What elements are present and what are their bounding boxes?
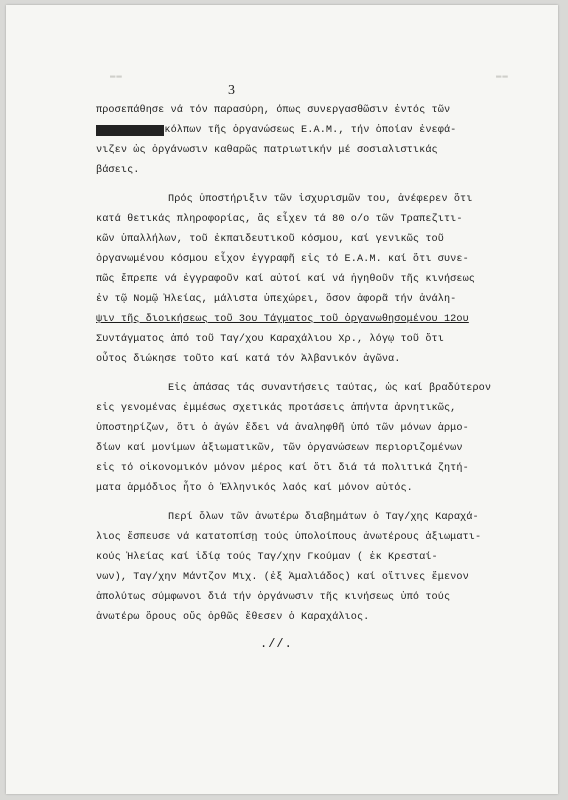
text-line: ἀπολύτως σύμφωνοι διά τήν ὀργάνωσιν τῆς κινήσεως ὑπό τούς: [96, 592, 451, 603]
text-line: οὗτος διώκησε τοῦτο καί κατά τόν Ἀλβανικόν ἀγῶνα.: [96, 354, 401, 365]
text-line-content: κόλπων τῆς ὀργανώσεως Ε.Α.Μ., τήν ὁποίαν ἐνεφά-: [164, 125, 457, 136]
text-line: κατά θετικάς πληροφορίας, ἅς εἶχεν τά 80 ο/ο τῶν Τραπεζιτι-: [96, 214, 463, 225]
text-line: ὑποστηρίζων, ὅτι ὁ ἀγών ἔδει νά ἀναληφθῆ ὑπό τῶν μόνων ἁρμο-: [96, 423, 469, 434]
scan-artifact-right: ▬▬: [496, 71, 509, 81]
document-page: [6, 5, 558, 794]
text-line: λιος ἔσπευσε νά κατατοπίσῃ τούς ὑπολοίπους ἀνωτέρους ἀξιωματι-: [96, 532, 482, 543]
text-line-underlined: ψιν τῆς διοικήσεως τοῦ 3ου Τάγματος τοῦ ὀργανωθησομένου 12ου: [96, 314, 469, 325]
text-line: κῶν ὑπαλλήλων, τοῦ ἐκπαιδευτικοῦ κόσμου, καί γενικῶς τοῦ: [96, 234, 444, 245]
text-line: ὀργανωμένου κόσμου εἶχον ἐγγραφῆ εἰς τό Ε.Α.Μ. καί ὅτι συνε-: [96, 254, 469, 265]
text-line: ▬▬▬▬▬▬▬▬▬▬ κόλπων τῆς ὀργανώσεως Ε.Α.Μ., τήν ὁποίαν ἐνεφά-: [96, 125, 457, 136]
text-line: ἀνωτέρω ὅρους οὕς ὀρθῶς ἔθεσεν ὁ Καραχάλιος.: [96, 612, 370, 623]
text-line: νιζεν ὡς ὀργάνωσιν καθαρῶς πατριωτικήν μέ σοσιαλιστικάς: [96, 145, 438, 156]
text-line: Συντάγματος ἀπό τοῦ Ταγ/χου Καραχάλιου Χρ., λόγῳ τοῦ ὅτι: [96, 334, 444, 345]
text-line: ἐν τῷ Νομῷ Ἠλείας, μάλιστα ὑπεχώρει, ὅσον ἀφορᾶ τήν ἀνάλη-: [96, 294, 457, 305]
text-line: προσεπάθησε νά τόν παρασύρη, όπως συνεργασθῶσιν ἐντός τῶν: [96, 105, 451, 116]
text-line: κούς Ἠλείας καί ἰδίᾳ τούς Ταγ/χην Γκούμαν ( ἐκ Κρεσταί-: [96, 552, 438, 563]
text-line: πῶς ἔπρεπε νά ἐγγραφοῦν καί αὐτοί καί νά ἡγηθοῦν τῆς κινήσεως: [96, 274, 476, 285]
text-line: βάσεις.: [96, 165, 140, 176]
text-line: εἰς γενομένας ἐμμέσως σχετικάς προτάσεις ἀπήντα ἀρνητικῶς,: [96, 403, 457, 414]
scan-artifact-left: ▬▬: [110, 71, 123, 81]
text-line: ματα ἁρμόδιος ἦτο ὁ Ἑλληνικός λαός καί μόνον αὐτός.: [96, 483, 413, 494]
text-line: νων), Ταγ/χην Μάντζον Μιχ. (ἐξ Ἀμαλιάδος) καί οἵτινες ἔμενον: [96, 572, 469, 583]
text-line: εἰς τό οἰκονομικόν μόνον μέρος καί ὅτι διά τά πολιτικά ζητή-: [96, 463, 469, 474]
text-line: Περί ὅλων τῶν ἀνωτέρω διαβημάτων ὁ Ταγ/χης Καραχά-: [168, 512, 479, 523]
text-line: δίων καί μονίμων ἀξιωματικῶν, τῶν ὀργανώσεων περιοριζομένων: [96, 443, 463, 454]
closing-mark: .//.: [260, 637, 293, 651]
page-number: 3: [228, 83, 235, 98]
text-line: Πρός ὑποστήριξιν τῶν ἰσχυρισμῶν του, ἀνέφερεν ὅτι: [168, 194, 473, 205]
text-line: Εἰς ἁπάσας τάς συναντήσεις ταύτας, ὡς καί βραδύτερον: [168, 383, 492, 394]
